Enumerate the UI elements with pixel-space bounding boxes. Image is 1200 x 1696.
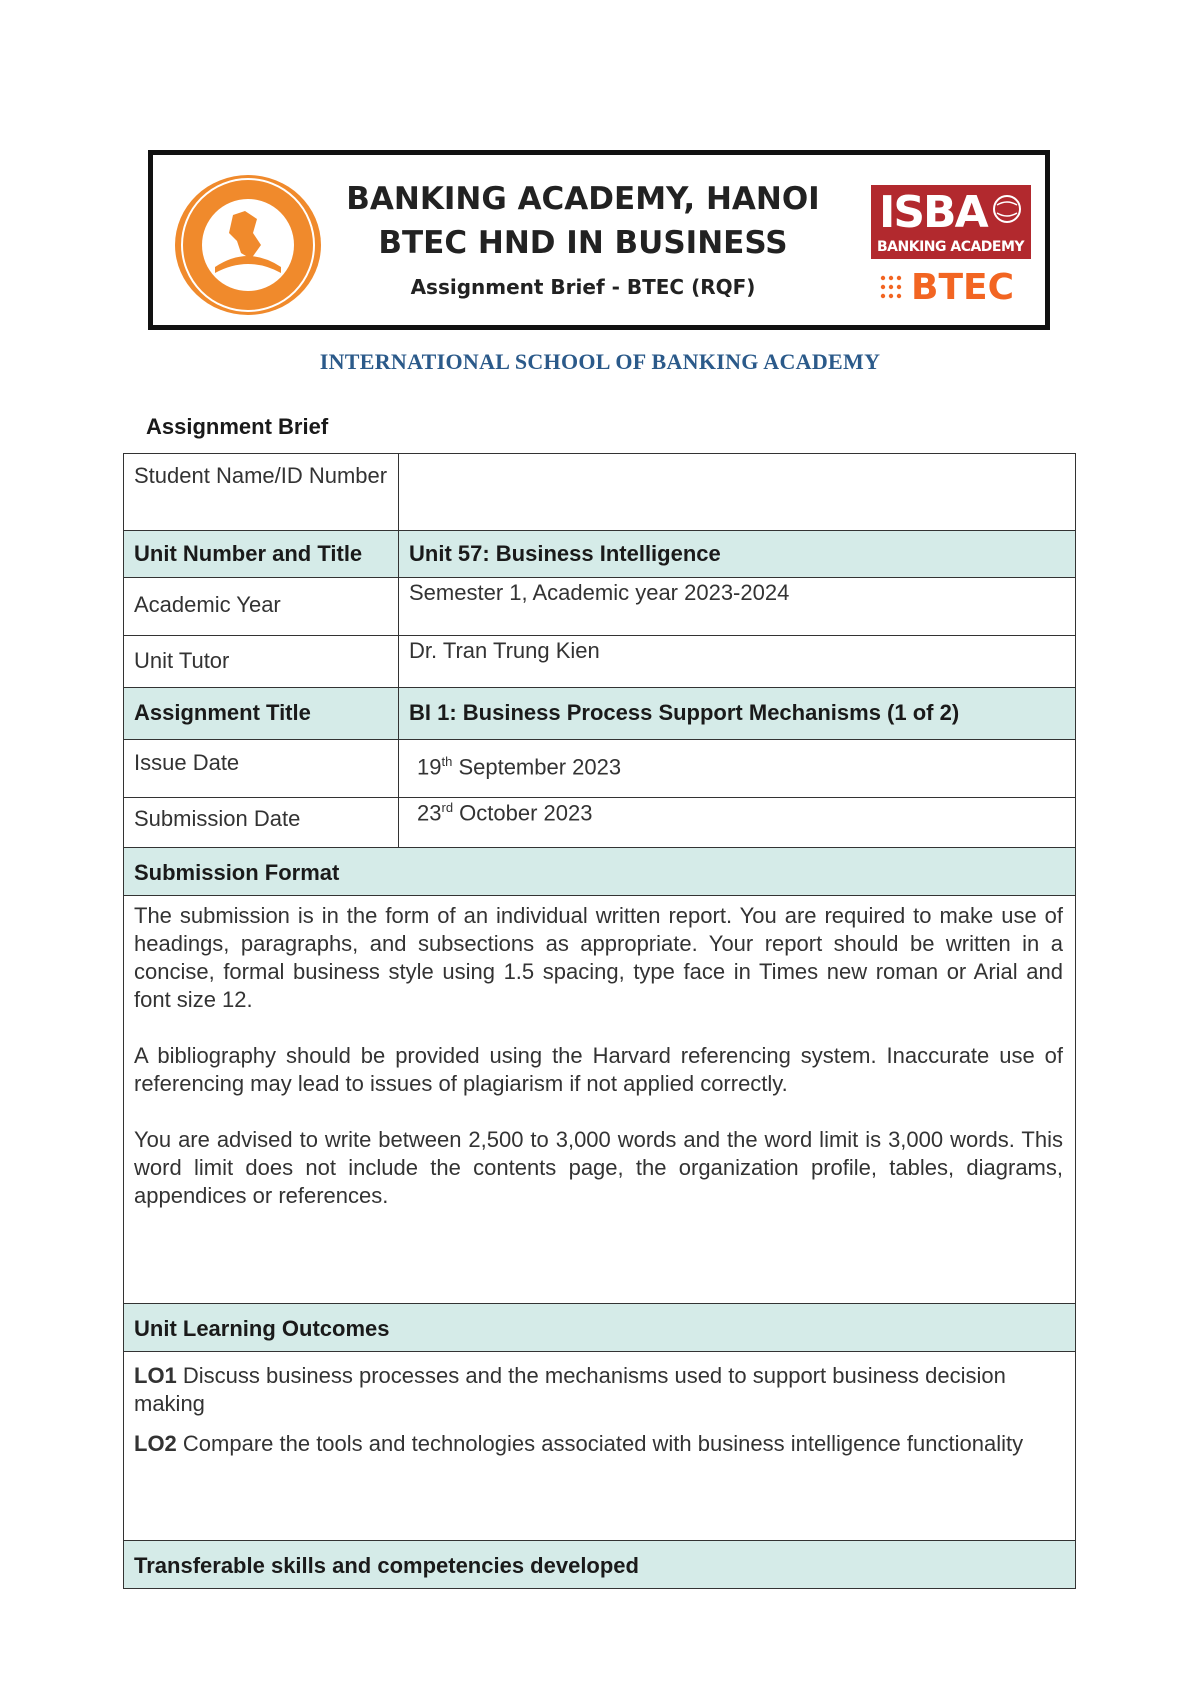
assignment-title-label: Assignment Title — [124, 688, 399, 740]
assignment-title-value: BI 1: Business Process Support Mechanisms (1 of 2) — [399, 688, 1076, 740]
lo2-text: Compare the tools and technologies associated with business intelligence functionality — [176, 1431, 1024, 1456]
table-row — [124, 848, 1076, 896]
unit-tutor-label: Unit Tutor — [124, 636, 399, 688]
btec-logo-text: BTEC — [911, 266, 1015, 308]
assignment-brief-heading: Assignment Brief — [146, 414, 329, 439]
table-row — [124, 798, 1076, 848]
globe-icon — [985, 191, 1025, 227]
isba-logo — [871, 185, 1031, 259]
unit-number-value: Unit 57: Business Intelligence — [399, 531, 1076, 578]
lo1-text: Discuss business processes and the mechanisms used to support business decision making — [134, 1363, 1006, 1416]
student-name-label: Student Name/ID Number — [124, 454, 399, 531]
table-row — [124, 1352, 1076, 1541]
submission-month-year: October 2023 — [453, 800, 593, 826]
lo1-code: LO1 — [134, 1363, 177, 1388]
table-row — [124, 1304, 1076, 1352]
academic-year-value: Semester 1, Academic year 2023-2024 — [399, 578, 1076, 636]
btec-logo — [877, 267, 1014, 307]
table-row — [124, 578, 1076, 636]
transferable-skills-heading: Transferable skills and competencies developed — [124, 1541, 1076, 1589]
issue-day: 19 — [417, 754, 442, 780]
issue-month-year: September 2023 — [452, 754, 622, 780]
issue-date-value — [399, 740, 1076, 798]
banner-line-2: BTEC HND IN BUSINESS — [378, 225, 788, 261]
issue-day-suffix: th — [441, 754, 453, 769]
academic-year-label: Academic Year — [124, 578, 399, 636]
issue-date-label: Issue Date — [124, 740, 399, 798]
table-row — [124, 454, 1076, 531]
submission-day: 23 — [417, 800, 442, 826]
submission-format-paragraph-3: You are advised to write between 2,500 to 3,000 words and the word limit is 3,000 words. This word limit does not include the contents page, the organization profile, tables, diagrams, appendices or references. — [134, 1127, 1063, 1208]
banner-line-3: Assignment Brief - BTEC (RQF) — [410, 275, 756, 299]
isba-logo-text: ISBA — [879, 187, 987, 238]
submission-date-label: Submission Date — [124, 798, 399, 848]
lo1-item — [134, 1362, 1065, 1418]
learning-outcomes-body — [124, 1352, 1076, 1541]
submission-format-heading: Submission Format — [124, 848, 1076, 896]
submission-date-value — [399, 798, 1076, 848]
banner-line-1: BANKING ACADEMY, HANOI — [346, 181, 820, 217]
table-row — [124, 896, 1076, 1304]
unit-number-label: Unit Number and Title — [124, 531, 399, 578]
learning-outcomes-heading: Unit Learning Outcomes — [124, 1304, 1076, 1352]
lo2-item — [134, 1430, 1065, 1458]
submission-format-paragraph-2: A bibliography should be provided using the Harvard referencing system. Inaccurate use of referencing may lead to issues of plagiarism if not applied correctly. — [134, 1043, 1063, 1096]
table-row — [124, 531, 1076, 578]
btec-dots-icon — [877, 272, 907, 302]
unit-tutor-value: Dr. Tran Trung Kien — [399, 636, 1076, 688]
student-name-value — [399, 454, 1076, 531]
banking-academy-logo — [175, 175, 321, 315]
header-banner — [148, 150, 1050, 330]
lo2-code: LO2 — [134, 1431, 177, 1456]
table-row — [124, 1541, 1076, 1589]
school-name: INTERNATIONAL SCHOOL OF BANKING ACADEMY — [319, 349, 881, 374]
isba-logo-subtitle: BANKING ACADEMY — [877, 239, 1025, 255]
submission-day-suffix: rd — [441, 800, 454, 815]
table-row — [124, 636, 1076, 688]
table-row — [124, 688, 1076, 740]
table-row — [124, 740, 1076, 798]
assignment-brief-table — [123, 453, 1076, 1589]
submission-format-paragraph-1: The submission is in the form of an individual written report. You are required to make use of headings, paragraphs, and subsections as appropriate. Your report should be written in a concise, formal business style using 1.5 spacing, type face in Times new roman or Arial and font size 12. — [134, 903, 1063, 1012]
submission-format-body — [124, 896, 1076, 1304]
